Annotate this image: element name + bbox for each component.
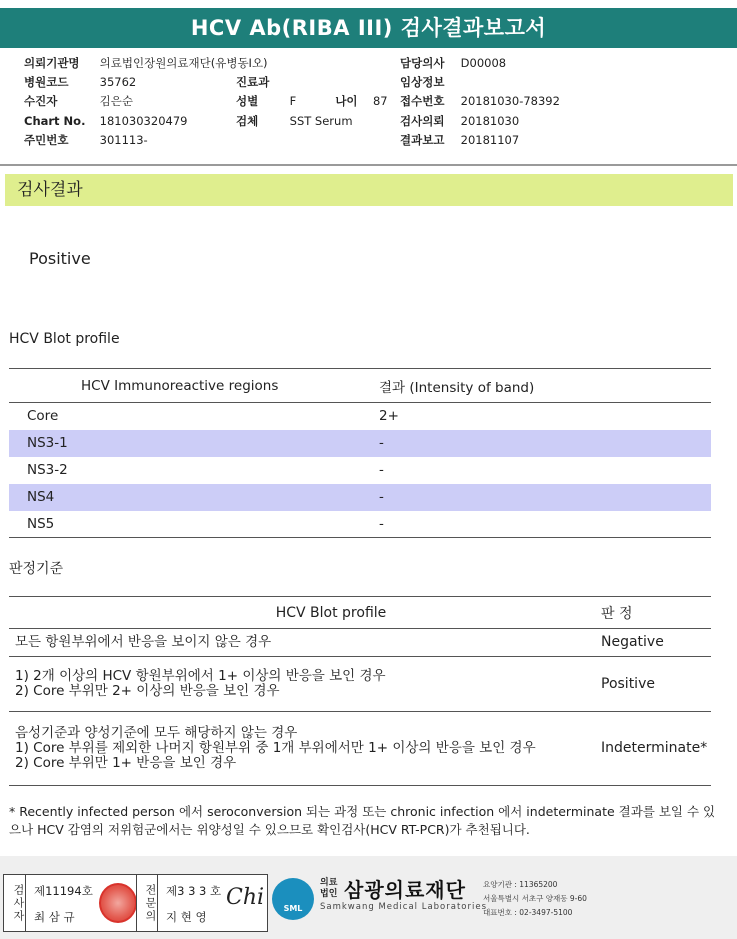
table-row xyxy=(9,457,711,484)
sex-value: F xyxy=(289,94,297,108)
chart-value: 181030320479 xyxy=(99,114,188,128)
collector-value: 김은순 xyxy=(99,94,133,108)
dept-label: 진료과 xyxy=(236,75,270,89)
intensity-cell: - xyxy=(361,484,711,511)
intensity-cell: - xyxy=(379,462,384,478)
criteria-line: 음성기준과 양성기준에 모두 해당하지 않는 경우 xyxy=(15,725,298,741)
chart-row xyxy=(24,112,187,130)
region-cell: NS4 xyxy=(9,484,361,511)
divider xyxy=(0,164,737,166)
footer xyxy=(0,856,737,939)
doctor-row xyxy=(400,54,506,72)
specimen-value: SST Serum xyxy=(289,114,353,128)
logo-prefix: 의료 법인 xyxy=(320,878,338,899)
clinical-label: 임상정보 xyxy=(400,75,445,89)
doctor-label: 담당의사 xyxy=(400,56,445,70)
sml-logo-icon: SML xyxy=(272,878,314,920)
specialist-license: 제3 3 3 호 xyxy=(166,884,222,898)
lab-info-line: 서울특별시 서초구 양재동 9-60 xyxy=(483,894,587,903)
criteria-line: 2) Core 부위만 1+ 반응을 보인 경우 xyxy=(15,755,237,771)
region-cell: NS5 xyxy=(27,515,55,532)
age-label: 나이 xyxy=(335,94,358,108)
hospital-code-row xyxy=(24,73,136,91)
chart-label: Chart No. xyxy=(24,114,86,128)
institution-row xyxy=(24,54,268,72)
specimen-row xyxy=(236,112,353,130)
seal-stamp-icon xyxy=(99,883,137,923)
table-row xyxy=(9,430,711,457)
region-cell: NS3-2 xyxy=(27,462,68,478)
criteria-cell xyxy=(9,712,593,786)
table-row xyxy=(9,511,711,538)
age-value: 87 xyxy=(372,94,388,108)
header-profile: HCV Blot profile xyxy=(9,597,593,629)
report-title: HCV Ab(RIBA III) 검사결과보고서 xyxy=(0,8,737,48)
region-cell: Core xyxy=(27,408,59,425)
lab-info-line: 요양기관 : 11365200 xyxy=(483,880,558,889)
judge-cell: Indeterminate* xyxy=(601,740,708,756)
criteria-title: 판정기준 xyxy=(9,561,64,577)
criteria-cell xyxy=(9,629,593,657)
criteria-header-row xyxy=(9,597,711,629)
report-label: 결과보고 xyxy=(400,133,445,147)
logo-name: 삼광의료재단 xyxy=(344,878,466,902)
specialist-name: 지 현 영 xyxy=(166,910,207,924)
dept-row xyxy=(236,73,290,91)
report-value: 20181107 xyxy=(460,133,520,147)
criteria-line: 2) Core 부위만 2+ 이상의 반응을 보인 경우 xyxy=(15,683,280,699)
result-value: Positive xyxy=(29,249,91,268)
region-cell: NS3-1 xyxy=(9,430,361,457)
header-region: HCV Immunoreactive regions xyxy=(9,369,361,403)
institution-label: 의뢰기관명 xyxy=(24,56,80,70)
section-title: 검사결과 xyxy=(5,174,733,206)
report-row xyxy=(400,131,519,149)
resident-value: 301113- xyxy=(99,133,148,147)
clinical-row xyxy=(400,73,461,91)
header-judge: 판 정 xyxy=(593,597,711,629)
hospital-code-label: 병원코드 xyxy=(24,75,69,89)
sex-row xyxy=(236,92,388,110)
patient-info xyxy=(0,54,737,154)
request-label: 검사의뢰 xyxy=(400,114,445,128)
tester-vertical-label xyxy=(4,875,26,931)
specialist-vertical-label xyxy=(136,875,158,931)
resident-label: 주민번호 xyxy=(24,133,69,147)
reception-label: 접수번호 xyxy=(400,94,445,108)
tester-license: 제11194호 xyxy=(34,884,93,898)
intensity-cell: - xyxy=(379,515,384,532)
signature-box xyxy=(3,874,268,932)
lab-contact-info xyxy=(483,878,587,920)
tester-vertical-text: 검사자 xyxy=(12,883,25,923)
resident-row xyxy=(24,131,148,149)
lab-info-line: 대표번호 : 02-3497-5100 xyxy=(483,908,573,917)
hospital-code-value: 35762 xyxy=(99,75,137,89)
profile-header-row xyxy=(9,369,711,403)
sex-label: 성별 xyxy=(236,94,259,108)
request-row xyxy=(400,112,519,130)
institution-value: 의료법인장원의료재단(유병동I오) xyxy=(99,56,268,70)
criteria-line: 모든 항원부위에서 반응을 보이지 않은 경우 xyxy=(15,634,272,650)
judge-cell: Positive xyxy=(593,657,711,712)
handwritten-signature: Chi xyxy=(226,885,265,910)
table-row xyxy=(9,403,711,430)
criteria-cell xyxy=(9,657,593,712)
table-row xyxy=(9,712,711,786)
header-result: 결과 (Intensity of band) xyxy=(361,369,711,403)
doctor-value: D00008 xyxy=(460,56,507,70)
specialist-vertical-text: 전문의 xyxy=(144,883,157,923)
tester-name: 최 삼 규 xyxy=(34,910,75,924)
reception-value: 20181030-78392 xyxy=(460,94,560,108)
intensity-cell: - xyxy=(361,430,711,457)
intensity-cell: 2+ xyxy=(379,408,399,425)
collector-row xyxy=(24,92,133,110)
judge-cell: Negative xyxy=(593,629,711,657)
table-row xyxy=(9,657,711,712)
specimen-label: 검체 xyxy=(236,114,259,128)
table-row xyxy=(9,484,711,511)
request-value: 20181030 xyxy=(460,114,520,128)
criteria-line: 1) 2개 이상의 HCV 항원부위에서 1+ 이상의 반응을 보인 경우 xyxy=(15,668,386,684)
table-row xyxy=(9,629,711,657)
footnote: * Recently infected person 에서 seroconversion 되는 과정 또는 chronic infection 에서 indeterminate 결과를 보일 수 있으나 HCV 감염의 저위험군에서는 위양성일 수 있으므로 확인검사(HCV RT-PCR)가 추천됩니다. xyxy=(9,804,716,837)
profile-title: HCV Blot profile xyxy=(9,331,120,347)
collector-label: 수진자 xyxy=(24,94,58,108)
logo-english: Samkwang Medical Laboratories xyxy=(320,902,488,912)
criteria-line: 1) Core 부위를 제외한 나머지 항원부위 중 1개 부위에서만 1+ 이상의 반응을 보인 경우 xyxy=(15,740,536,756)
profile-table xyxy=(9,368,711,538)
reception-row xyxy=(400,92,560,110)
criteria-table xyxy=(9,596,711,786)
